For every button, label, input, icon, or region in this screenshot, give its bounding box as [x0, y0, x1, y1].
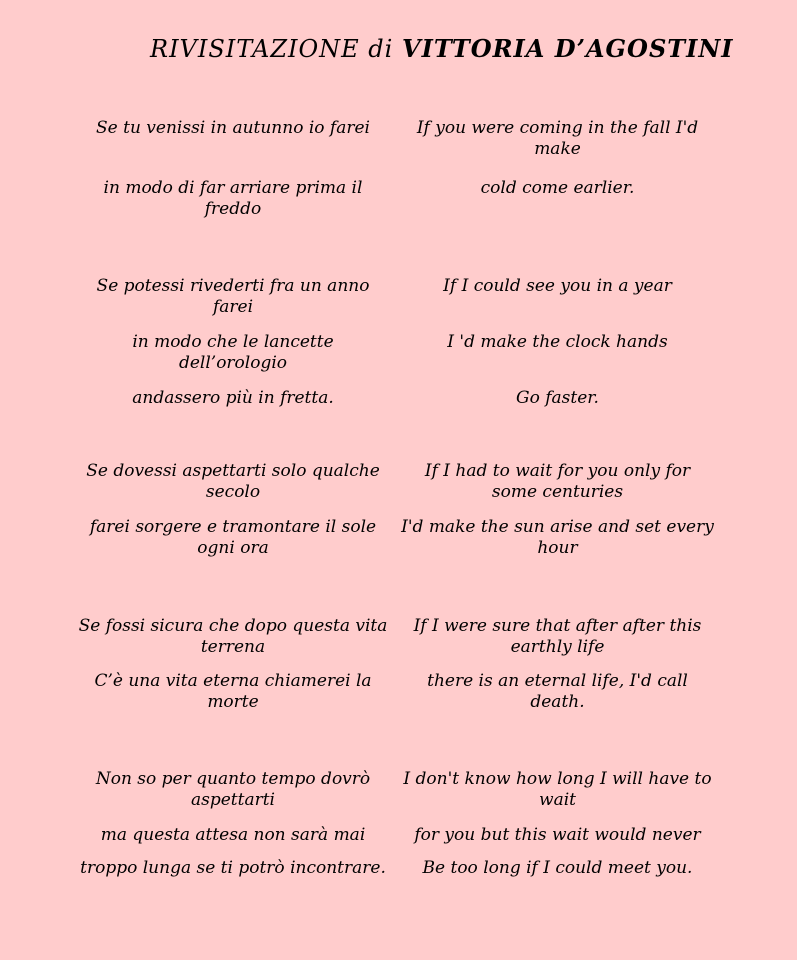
english-line: for you but this wait would never	[414, 825, 701, 845]
title-author: VITTORIA D’AGOSTINI	[401, 34, 734, 63]
english-line: If I had to wait for you only for some centuries	[424, 461, 691, 502]
italian-line: Se dovessi aspettarti solo qualche secolo	[86, 461, 380, 502]
italian-line: farei sorgere e tramontare il sole ogni ora	[89, 517, 377, 558]
italian-line: in modo di far arriare prima il freddo	[103, 178, 363, 219]
english-line: If you were coming in the fall I'd make	[416, 118, 699, 159]
english-line: Be too long if I could meet you.	[422, 858, 693, 878]
italian-line: andassero più in fretta.	[132, 388, 334, 408]
title-prefix: RIVISITAZIONE di	[150, 35, 394, 63]
italian-line: Se potessi rivederti fra un anno farei	[96, 276, 370, 317]
italian-line: in modo che le lancette dell’orologio	[132, 332, 334, 373]
page-title	[150, 34, 734, 63]
italian-line: Se fossi sicura che dopo questa vita terrena	[78, 616, 388, 657]
english-line: there is an eternal life, I'd call death.	[427, 671, 688, 712]
english-line: Go faster.	[516, 388, 599, 408]
italian-line: C’è una vita eterna chiamerei la morte	[94, 671, 372, 712]
italian-line: Se tu venissi in autunno io farei	[96, 118, 370, 138]
english-line: I 'd make the clock hands	[447, 332, 668, 352]
italian-line: Non so per quanto tempo dovrò aspettarti	[95, 769, 371, 810]
italian-line: troppo lunga se ti potrò incontrare.	[80, 858, 386, 878]
italian-line: ma questa attesa non sarà mai	[100, 825, 366, 845]
english-line: cold come earlier.	[480, 178, 635, 198]
english-line: If I were sure that after after this earthly life	[413, 616, 702, 657]
english-line: I don't know how long I will have to wait	[403, 769, 712, 810]
english-line: I'd make the sun arise and set every hour	[401, 517, 714, 558]
english-line: If I could see you in a year	[443, 276, 672, 296]
